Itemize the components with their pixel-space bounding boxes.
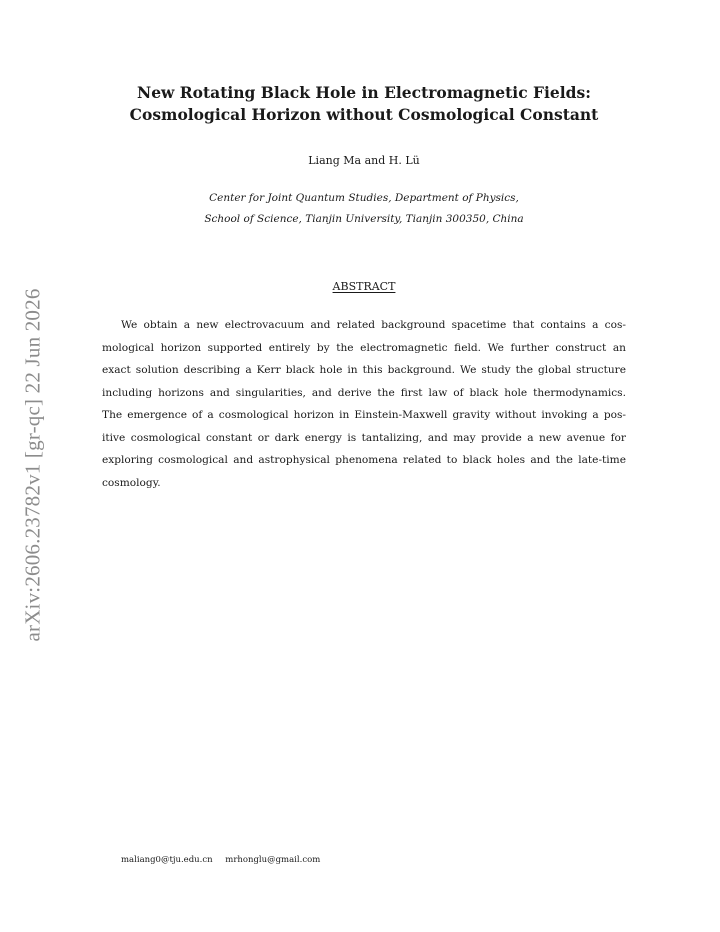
abstract-line: exploring cosmological and astrophysical phenomena related to black holes and the late-time (102, 454, 626, 466)
abstract-line: itive cosmological constant or dark energy is tantalizing, and may provide a new avenue for (102, 431, 626, 444)
abstract-body (102, 314, 626, 494)
affiliation-line: School of Science, Tianjin University, Tianjin 300350, China (204, 213, 524, 225)
title-line: New Rotating Black Hole in Electromagnetic Fields: (137, 83, 591, 102)
email-link[interactable]: maliang0@tju.edu.cn (121, 855, 213, 865)
abstract-line: including horizons and singularities, and derive the first law of black hole thermodynamics. (102, 386, 626, 399)
abstract-line: cosmology. (102, 476, 161, 489)
abstract-line: We obtain a new electrovacuum and related background spacetime that contains a cos- (121, 319, 626, 331)
affiliation (100, 188, 628, 230)
paper-title (100, 82, 628, 126)
abstract-line: exact solution describing a Kerr black hole in this background. We study the global structure (102, 364, 626, 376)
abstract-line: The emergence of a cosmological horizon in Einstein-Maxwell gravity without invoking a pos- (102, 409, 626, 421)
authors: Liang Ma and H. Lü (308, 154, 420, 167)
title-line: Cosmological Horizon without Cosmological Constant (129, 105, 599, 124)
email-link[interactable]: mrhonglu@gmail.com (225, 855, 321, 865)
abstract-line: mological horizon supported entirely by the electromagnetic field. We further construct an (102, 341, 626, 354)
abstract-heading: ABSTRACT (332, 280, 396, 293)
affiliation-line: Center for Joint Quantum Studies, Department of Physics, (209, 192, 519, 204)
arxiv-identifier: arXiv:2606.23782v1 [gr-qc] 22 Jun 2026 (20, 288, 45, 642)
email-footnote (121, 855, 320, 865)
